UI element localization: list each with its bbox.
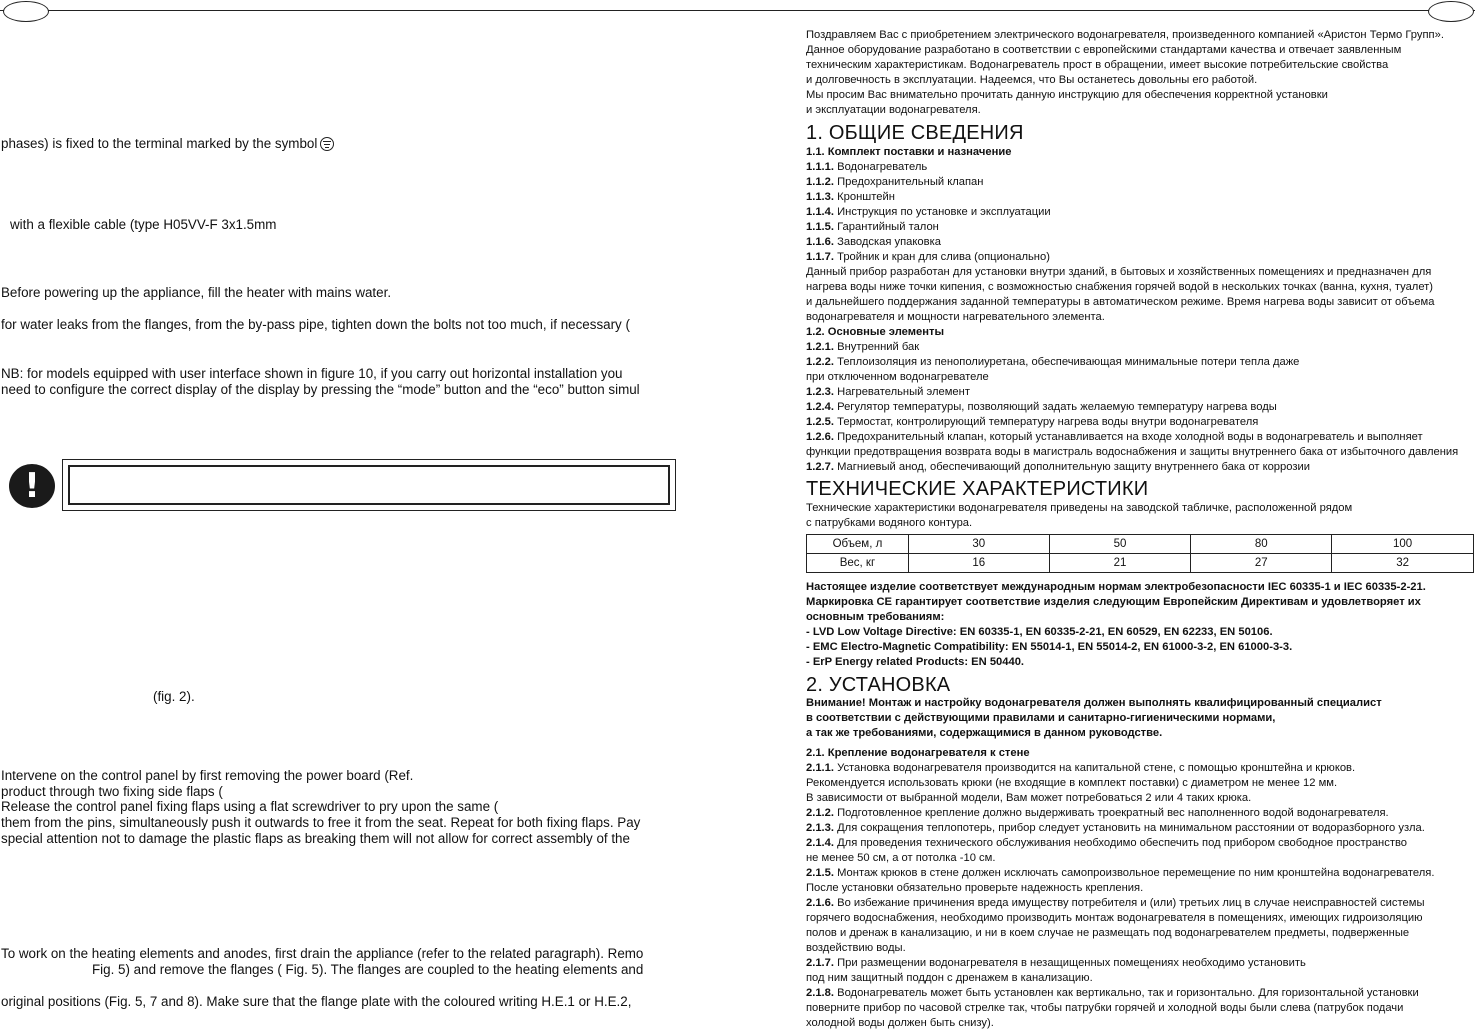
list-item: В зависимости от выбранной модели, Вам может потребоваться 2 или 4 таких крюка.: [806, 792, 1252, 804]
list-item: 1.1.6. Заводская упаковка: [806, 236, 941, 248]
section-2-heading: 2. УСТАНОВКА: [806, 674, 951, 696]
list-item: холодной воды должен быть снизу).: [806, 1017, 994, 1029]
left-line: Intervene on the control panel by first removing the power board (Ref.: [1, 768, 414, 783]
left-line: need to configure the correct display of the display by pressing the “mode” button and the “eco” button simul: [1, 382, 640, 397]
list-item: 1.1.3. Кронштейн: [806, 191, 895, 203]
left-line: To work on the heating elements and anodes, first drain the appliance (refer to the related paragraph). Remo: [1, 946, 644, 961]
left-line: Before powering up the appliance, fill the heater with mains water.: [1, 285, 392, 300]
list-item: не менее 50 см, а от потолка -10 см.: [806, 852, 996, 864]
page-number-oval-left: [3, 1, 49, 22]
attention-line: а так же требованиями, содержащимися в данном руководстве.: [806, 727, 1163, 739]
body-line: и дальнейшего поддержания заданной температуры в автоматическом режиме. Время нагрева воды зависит от объема: [806, 296, 1435, 308]
list-item: 1.2.5. Термостат, контролирующий температуру нагрева воды внутри водонагревателя: [806, 416, 1259, 428]
list-item: 1.2.3. Нагревательный элемент: [806, 386, 970, 398]
left-line: special attention not to damage the plastic flaps as breaking them will not allow for correct assembly of the: [1, 831, 630, 846]
list-item: 1.1.2. Предохранительный клапан: [806, 176, 984, 188]
body-line: Технические характеристики водонагревателя приведены на заводской табличке, расположенной рядом: [806, 502, 1353, 514]
compliance-line: - ErP Energy related Products: EN 50440.: [806, 656, 1025, 668]
list-item: 1.2.1. Внутренний бак: [806, 341, 920, 353]
table-cell: 16: [908, 554, 1049, 573]
page-number-oval-right: [1428, 1, 1474, 22]
list-item: 2.1.6. Во избежание причинения вреда имуществу потребителя и (или) третьих лиц в случае неисправностей системы: [806, 897, 1425, 909]
subsection-2-1-heading: 2.1. Крепление водонагревателя к стене: [806, 747, 1030, 759]
list-item: воздействию воды.: [806, 942, 906, 954]
compliance-line: основным требованиям:: [806, 611, 945, 623]
warning-box: [62, 459, 676, 511]
table-cell: 21: [1049, 554, 1191, 573]
attention-line: Внимание! Монтаж и настройку водонагревателя должен выполнять квалифицированный специалист: [806, 697, 1382, 709]
table-row: [807, 554, 1474, 573]
left-line: NB: for models equipped with user interface shown in figure 10, if you carry out horizontal installation you: [1, 366, 623, 381]
intro-line: и эксплуатации водонагревателя.: [806, 104, 981, 116]
table-cell: 27: [1191, 554, 1332, 573]
warning-exclamation-icon: !: [9, 464, 55, 508]
body-line: нагрева воды ниже точки кипения, с возможностью снабжения горячей водой в нескольких точках (ванна, кухня, туалет): [806, 281, 1434, 293]
table-cell: 100: [1332, 535, 1474, 554]
attention-line: в соответствии с действующими правилами и санитарно-гигиеническими нормами,: [806, 712, 1276, 724]
body-line: водонагревателя и мощности нагревательного элемента.: [806, 311, 1105, 323]
body-line: с патрубками водяного контура.: [806, 517, 973, 529]
list-item: 2.1.4. Для проведения технического обслуживания необходимо обеспечить под прибором свободное пространство: [806, 837, 1407, 849]
left-line: Release the control panel fixing flaps using a flat screwdriver to pry upon the same (: [1, 799, 499, 814]
list-item: 1.1.1. Водонагреватель: [806, 161, 928, 173]
list-item: 1.1.5. Гарантийный талон: [806, 221, 939, 233]
list-item: 1.2.7. Магниевый анод, обеспечивающий дополнительную защиту внутреннего бака от коррозии: [806, 461, 1310, 473]
list-item: под ним защитный поддон с дренажем в канализацию.: [806, 972, 1093, 984]
subsection-1-2-heading: 1.2. Основные элементы: [806, 326, 945, 338]
left-line: them from the pins, simultaneously push it outwards to free it from the seat. Repeat for both fixing flaps. Pay: [1, 815, 641, 830]
list-item: горячего водоснабжения, необходимо производить монтаж водонагревателя в помещениях, имеющих гидроизоляцию: [806, 912, 1423, 924]
table-cell: Вес, кг: [807, 554, 909, 573]
earth-symbol-icon: [320, 137, 334, 151]
left-line: phases) is fixed to the terminal marked by the symbol: [1, 136, 334, 152]
table-cell: 32: [1332, 554, 1474, 573]
left-line: product through two fixing side flaps (: [1, 784, 223, 799]
left-line: Fig. 5) and remove the flanges ( Fig. 5). The flanges are coupled to the heating elements and: [92, 962, 644, 977]
spec-table: [806, 534, 1474, 573]
list-item: поверните прибор по часовой стрелке так, чтобы патрубки горячей и холодной воды были слева (патрубок подачи: [806, 1002, 1404, 1014]
left-line: (fig. 2).: [153, 689, 195, 704]
table-row: [807, 535, 1474, 554]
list-item: полов и дренаж в канализацию, и ни в коем случае не размещать под водонагревателем предметы, подверженные: [806, 927, 1410, 939]
list-item: 1.2.4. Регулятор температуры, позволяющий задать желаемую температуру нагрева воды: [806, 401, 1277, 413]
table-cell: 80: [1191, 535, 1332, 554]
list-item: 2.1.5. Монтаж крюков в стене должен исключать самопроизвольное перемещение по ним кронштейна водонагревателя.: [806, 867, 1435, 879]
intro-line: Поздравляем Вас с приобретением электрического водонагревателя, произведенного компанией «Аристон Термо Групп».: [806, 29, 1444, 41]
list-item: 1.2.2. Теплоизоляция из пенополиуретана, обеспечивающая минимальные потери тепла даже: [806, 356, 1300, 368]
list-item: 1.1.7. Тройник и кран для слива (опционально): [806, 251, 1050, 263]
intro-line: Мы просим Вас внимательно прочитать данную инструкцию для обеспечения корректной установки: [806, 89, 1328, 101]
section-1-heading: 1. ОБЩИЕ СВЕДЕНИЯ: [806, 122, 1024, 144]
table-cell: Объем, л: [807, 535, 909, 554]
list-item: 2.1.2. Подготовленное крепление должно выдерживать троекратный вес наполненного водой водонагревателя.: [806, 807, 1389, 819]
intro-line: Данное оборудование разработано в соответствии с европейскими стандартами качества и отвечает заявленным: [806, 44, 1402, 56]
list-item: при отключенном водонагревателе: [806, 371, 989, 383]
header-rule: [0, 10, 1475, 11]
list-item: 2.1.8. Водонагреватель может быть установлен как вертикально, так и горизонтально. Для горизонтальной установки: [806, 987, 1419, 999]
body-line: Данный прибор разработан для установки внутри зданий, в бытовых и хозяйственных помещениях и предназначен для: [806, 266, 1432, 278]
compliance-line: - EMC Electro-Magnetic Compatibility: EN 55014-1, EN 55014-2, EN 61000-3-2, EN 61000-3-3.: [806, 641, 1293, 653]
compliance-line: Настоящее изделие соответствует международным нормам электробезопасности IEC 60335-1 и IEC 60335-2-21.: [806, 581, 1426, 593]
list-item: После установки обязательно проверьте надежность крепления.: [806, 882, 1144, 894]
list-item: 2.1.7. При размещении водонагревателя в незащищенных помещениях необходимо установить: [806, 957, 1306, 969]
compliance-line: Маркировка CE гарантирует соответствие изделия следующим Европейским Директивам и удовлетворяет их: [806, 596, 1421, 608]
list-item: 2.1.1. Установка водонагревателя производится на капитальной стене, с помощью кронштейна и крюков.: [806, 762, 1356, 774]
list-item: 1.1.4. Инструкция по установке и эксплуатации: [806, 206, 1051, 218]
list-item: Рекомендуется использовать крюки (не входящие в комплект поставки) с диаметром не менее 12 мм.: [806, 777, 1338, 789]
left-line: original positions (Fig. 5, 7 and 8). Make sure that the flange plate with the coloured writing H.E.1 or H.E.2,: [1, 994, 632, 1009]
intro-line: техническим характеристикам. Водонагреватель прост в обращении, имеет высокие потребительские свойства: [806, 59, 1389, 71]
table-cell: 30: [908, 535, 1049, 554]
intro-line: и долговечность в эксплуатации. Надеемся, что Вы останетесь довольны его работой.: [806, 74, 1258, 86]
tech-specs-heading: ТЕХНИЧЕСКИЕ ХАРАКТЕРИСТИКИ: [806, 478, 1149, 500]
left-line: with a flexible cable (type H05VV-F 3x1.5mm: [10, 217, 277, 232]
compliance-line: - LVD Low Voltage Directive: EN 60335-1, EN 60335-2-21, EN 60529, EN 62233, EN 50106.: [806, 626, 1273, 638]
table-cell: 50: [1049, 535, 1191, 554]
list-item: функции предотвращения возврата воды в магистраль водоснабжения и защиты внутреннего бака от избыточного давления: [806, 446, 1459, 458]
list-item: 2.1.3. Для сокращения теплопотерь, прибор следует установить на минимальном расстоянии от водоразборного узла.: [806, 822, 1425, 834]
left-line: for water leaks from the flanges, from the by-pass pipe, tighten down the bolts not too much, if necessary (: [1, 317, 630, 332]
subsection-1-1-heading: 1.1. Комплект поставки и назначение: [806, 146, 1012, 158]
list-item: 1.2.6. Предохранительный клапан, который устанавливается на входе холодной воды в водонагреватель и выполняет: [806, 431, 1423, 443]
